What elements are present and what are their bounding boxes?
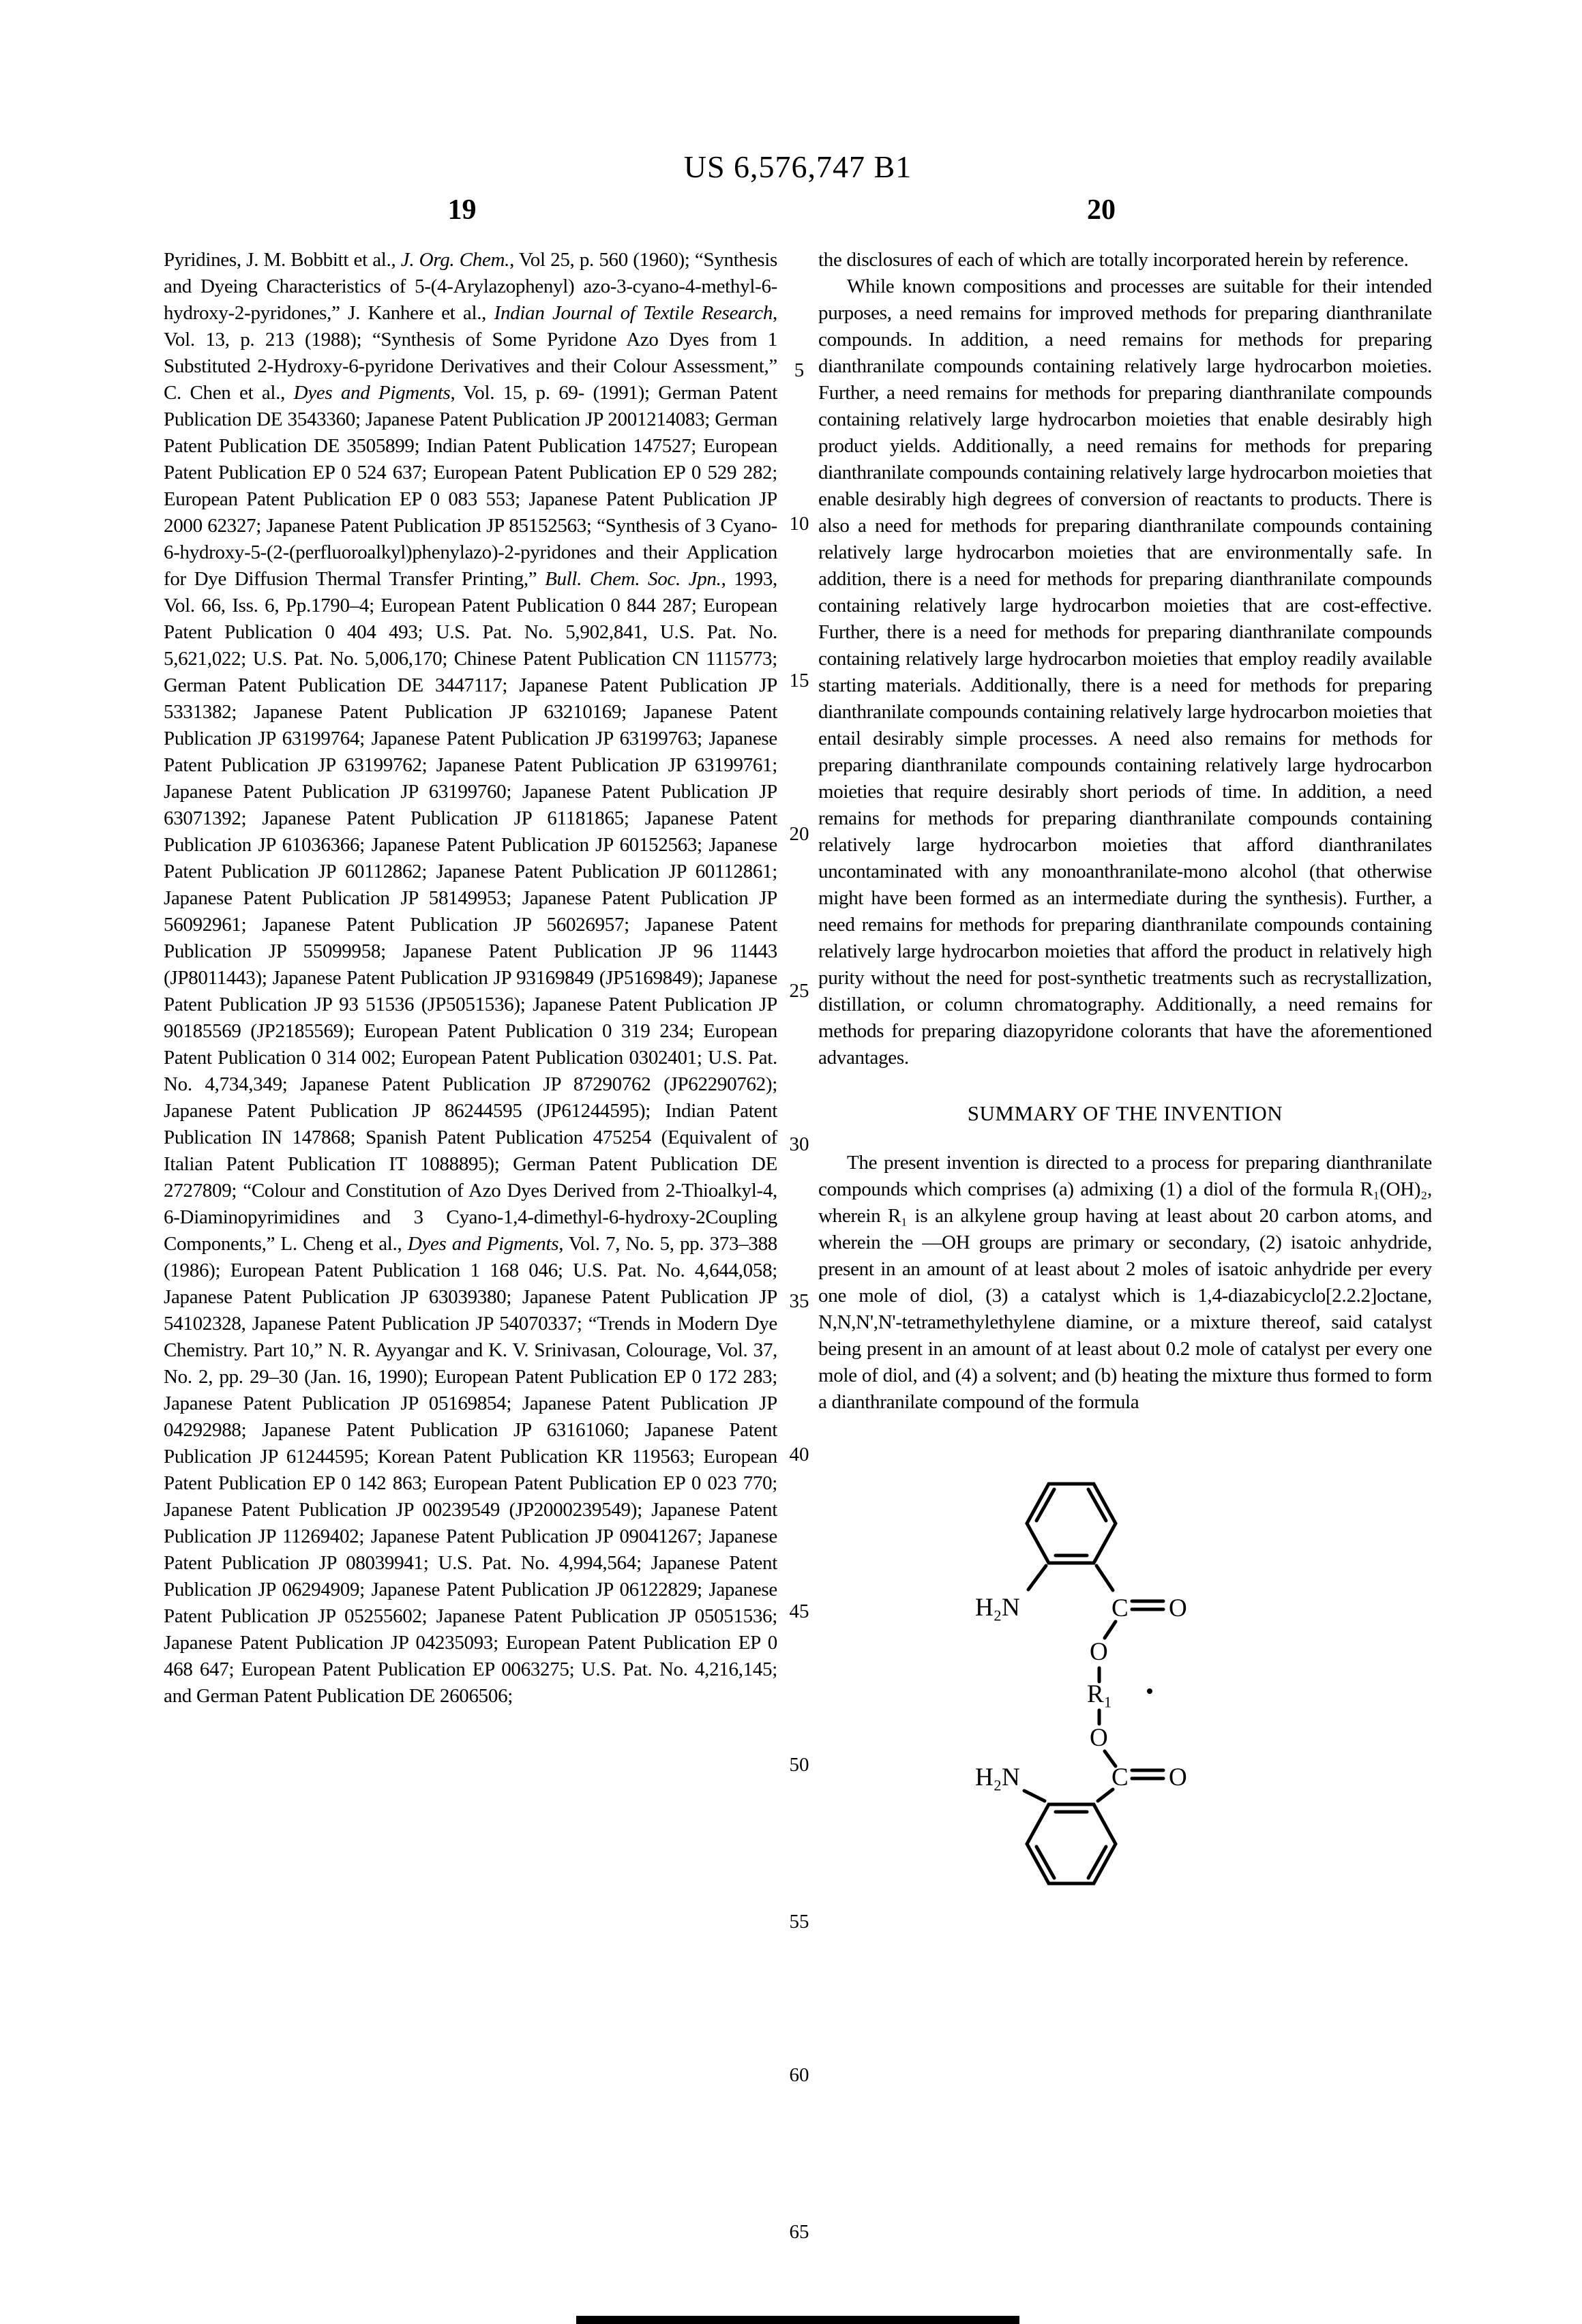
line-number: 65	[789, 2221, 809, 2243]
line-number: 55	[789, 1911, 809, 1933]
dianthranilate-structure-diagram	[952, 1448, 1225, 1926]
line-number: 20	[789, 823, 809, 845]
line-number: 5	[794, 359, 805, 381]
paragraph-incorporated-by-reference: the disclosures of each of which are totally incorporated herein by reference.	[818, 249, 1409, 271]
amine-bottom-label: H₂N	[975, 1763, 1020, 1791]
r1-label: R₁	[1087, 1680, 1112, 1708]
line-number: 60	[789, 2064, 809, 2086]
right-column	[818, 247, 1432, 1926]
paragraph-need-remains: While known compositions and processes are suitable for their intended purposes, a need remains for improved methods for preparing dianthranilate compounds. In addition, a need remains for methods for preparing dianthranilate compounds containing relatively large hydrocarbon moieties. Further, a need remains for methods for preparing dianthranilate compounds containing relatively large hydrocarbon moieties that enable desirably high product yields. Additionally, a need remains for methods for preparing dianthranilate compounds containing relatively large hydrocarbon moieties that enable desirably high degrees of conversion of reactants to products. There is also a need for methods for preparing dianthranilate compounds containing relatively large hydrocarbon moieties that are environmentally safe. In addition, there is a need for methods for preparing dianthranilate compounds containing relatively large hydrocarbon moieties that are cost-effective. Further, there is a need for methods for preparing dianthranilate compounds containing relatively large hydrocarbon moieties that employ readily available starting materials. Additionally, there is a need for methods for preparing dianthranilate compounds containing relatively large hydrocarbon moieties that entail desirably simple processes. A need also remains for methods for preparing dianthranilate compounds containing relatively large hydrocarbon moieties that require desirably short periods of time. In addition, a need remains for methods for preparing dianthranilate compounds containing relatively large hydrocarbon moieties that afford dianthranilates uncontaminated with any monoanthranilate-mono alcohol (that otherwise might have been formed as an intermediate during the synthesis). Further, a need remains for methods for preparing dianthranilate compounds containing relatively large hydrocarbon moieties that afford the product in relatively high purity without the need for post-synthetic treatments such as recrystallization, distillation, or column chromatography. Additionally, a need remains for methods for preparing diazopyridone colorants that have the aforementioned advantages.	[818, 275, 1432, 1069]
ester-oxygen-top-label: O	[1090, 1638, 1108, 1666]
line-number: 30	[789, 1133, 809, 1155]
ester-oxygen-bottom-label: O	[1090, 1724, 1108, 1752]
line-number: 25	[789, 980, 809, 1002]
scan-edge-bar	[576, 2316, 1019, 2324]
benzene-ring-bottom	[1027, 1804, 1116, 1883]
line-number: 50	[789, 1754, 809, 1776]
line-number: 10	[789, 513, 809, 535]
references-paragraph: Pyridines, J. M. Bobbitt et al., J. Org. Chem., Vol 25, p. 560 (1960); “Synthesis and Dyeing Characteristics of 5-(4-Arylazophenyl) azo-3-cyano-4-methyl-6-hydroxy-2-pyridones,” J. Kanhere et al., Indian Journal of Textile Research, Vol. 13, p. 213 (1988); “Synthesis of Some Pyridone Azo Dyes from 1 Substituted 2-Hydroxy-6-pyridone Derivatives and their Colour Assessment,” C. Chen et al., Dyes and Pigments, Vol. 15, p. 69- (1991); German Patent Publication DE 3543360; Japanese Patent Publication JP 2001214083; German Patent Publication DE 3505899; Indian Patent Publication 147527; European Patent Publication EP 0 524 637; European Patent Publication EP 0 529 282; European Patent Publication EP 0 083 553; Japanese Patent Publication JP 2000 62327; Japanese Patent Publication JP 85152563; “Synthesis of 3 Cyano-6-hydroxy-5-(2-(perfluoroalkyl)phenylazo)-2-pyridones and their Application for Dye Diffusion Thermal Transfer Printing,” Bull. Chem. Soc. Jpn., 1993, Vol. 66, Iss. 6, Pp.1790–4; European Patent Publication 0 844 287; European Patent Publication 0 404 493; U.S. Pat. No. 5,902,841, U.S. Pat. No. 5,621,022; U.S. Pat. No. 5,006,170; Chinese Patent Publication CN 1115773; German Patent Publication DE 3447117; Japanese Patent Publication JP 5331382; Japanese Patent Publication JP 63210169; Japanese Patent Publication JP 63199764; Japanese Patent Publication JP 63199763; Japanese Patent Publication JP 63199762; Japanese Patent Publication JP 63199761; Japanese Patent Publication JP 63199760; Japanese Patent Publication JP 63071392; Japanese Patent Publication JP 61181865; Japanese Patent Publication JP 61036366; Japanese Patent Publication JP 60152563; Japanese Patent Publication JP 60112862; Japanese Patent Publication JP 60112861; Japanese Patent Publication JP 58149953; Japanese Patent Publication JP 56092961; Japanese Patent Publication JP 56026957; Japanese Patent Publication JP 55099958; Japanese Patent Publication JP 96 11443 (JP8011443); Japanese Patent Publication JP 93169849 (JP5169849); Japanese Patent Publication JP 93 51536 (JP5051536); Japanese Patent Publication JP 90185569 (JP2185569); European Patent Publication 0 319 234; European Patent Publication 0 314 002; European Patent Publication 0302401; U.S. Pat. No. 4,734,349; Japanese Patent Publication JP 87290762 (JP62290762); Japanese Patent Publication JP 86244595 (JP61244595); Indian Patent Publication IN 147868; Spanish Patent Publication 475254 (Equivalent of Italian Patent Publication IT 1088895); German Patent Publication DE 2727809; “Colour and Constitution of Azo Dyes Derived from 2-Thioalkyl-4, 6-Diaminopyrimidines and 3 Cyano-1,4-dimethyl-6-hydroxy-2Coupling Components,” L. Cheng et al., Dyes and Pigments, Vol. 7, No. 5, pp. 373–388 (1986); European Patent Publication 1 168 046; U.S. Pat. No. 4,644,058; Japanese Patent Publication JP 63039380; Japanese Patent Publication JP 54102328, Japanese Patent Publication JP 54070337; “Trends in Modern Dye Chemistry. Part 10,” N. R. Ayyangar and K. V. Srinivasan, Colourage, Vol. 37, No. 2, pp. 29–30 (Jan. 16, 1990); European Patent Publication EP 0 172 283; Japanese Patent Publication JP 05169854; Japanese Patent Publication JP 04292988; Japanese Patent Publication JP 63161060; Japanese Patent Publication JP 61244595; Korean Patent Publication KR 119563; European Patent Publication EP 0 142 863; European Patent Publication EP 0 023 770; Japanese Patent Publication JP 00239549 (JP2000239549); Japanese Patent Publication JP 11269402; Japanese Patent Publication JP 09041267; Japanese Patent Publication JP 08039941; U.S. Pat. No. 4,994,564; Japanese Patent Publication JP 06294909; Japanese Patent Publication JP 06122829; Japanese Patent Publication JP 05255602; Japanese Patent Publication JP 05051536; Japanese Patent Publication JP 04235093; European Patent Publication EP 0 468 647; European Patent Publication EP 0063275; U.S. Pat. No. 4,216,145; and German Patent Publication DE 2606506;	[164, 249, 778, 1707]
carbonyl-oxygen-top-label: O	[1169, 1594, 1187, 1622]
carbonyl-carbon-top-label: C	[1111, 1594, 1129, 1622]
line-number: 45	[789, 1600, 809, 1622]
carbonyl-oxygen-bottom-label: O	[1169, 1763, 1187, 1791]
column-number-right: 20	[1087, 194, 1116, 226]
left-column	[164, 247, 777, 1710]
amine-top-label: H₂N	[975, 1594, 1020, 1622]
patent-number: US 6,576,747 B1	[683, 149, 912, 184]
paragraph-invention-process: The present invention is directed to a process for preparing dianthranilate compounds which comprises (a) admixing (1) a diol of the formula R₁(OH)₂, wherein R₁ is an alkylene group having at least about 20 carbon atoms, and wherein the —OH groups are primary or secondary, (2) isatoic anhydride, present in an amount of at least about 2 moles of isatoic anhydride per every one mole of diol, (3) a catalyst which is 1,4-diazabicyclo[2.2.2]octane, N,N,N',N'-tetramethylethylene diamine, or a mixture thereof, said catalyst being present in an amount of at least about 0.2 mole of catalyst per every one mole of diol, and (4) a solvent; and (b) heating the mixture thus formed to form a dianthranilate compound of the formula	[818, 1152, 1432, 1413]
line-number: 15	[789, 670, 809, 691]
benzene-ring-top	[1027, 1484, 1116, 1563]
carbonyl-carbon-bottom-label: C	[1111, 1763, 1129, 1791]
period-dot	[1147, 1688, 1152, 1694]
line-number: 35	[789, 1290, 809, 1312]
summary-of-invention-heading: SUMMARY OF THE INVENTION	[967, 1101, 1283, 1125]
line-number: 40	[789, 1444, 809, 1465]
column-number-left: 19	[447, 194, 477, 226]
